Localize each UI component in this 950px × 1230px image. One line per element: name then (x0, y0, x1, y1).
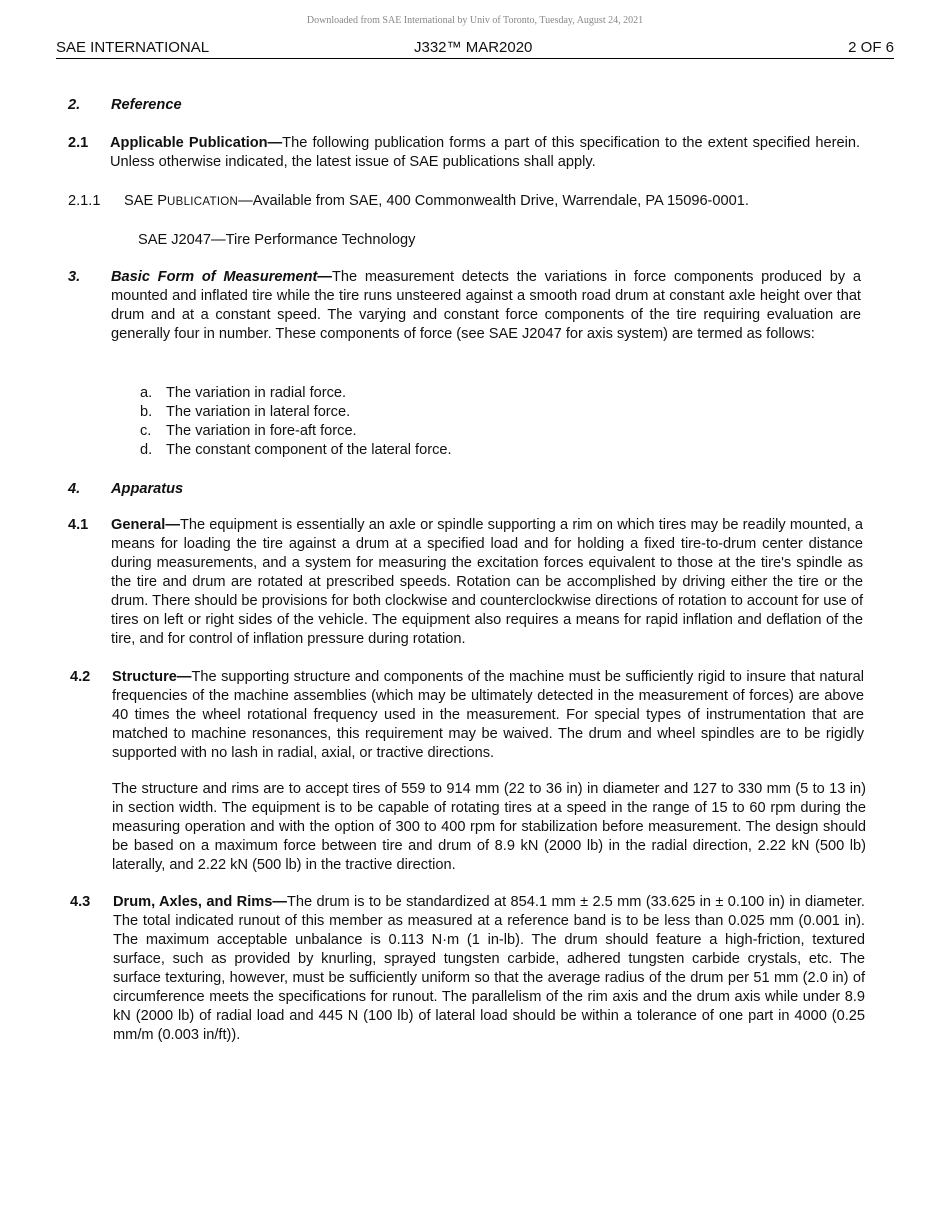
download-watermark: Downloaded from SAE International by Univ of Toronto, Tuesday, August 24, 2021 (306, 15, 644, 26)
section-4-1-text: The equipment is essentially an axle or spindle supporting a rim on which tires may be readily mounted, a means for loading the tire against a drum at a specified load and for holding a fixed tire-to-drum center distance during measurements, and a system for measuring the excitation forces equivalent to those at the tire's spindle as the tire and drum are rotated at prescribed speeds. Rotation can be accomplished by driving either the tire or the drum. There should be provisions for both clockwise and counterclockwise directions of rotation to account for use of tires on left or right sides of the vehicle. The equipment also requires a means for rapid inflation and deflation of the tire, and for control of inflation pressure during rotation. (111, 517, 863, 647)
section-2-title: Reference (111, 97, 182, 113)
list-item (140, 441, 452, 460)
list-marker: a. (140, 385, 153, 401)
section-4-3-text: The drum is to be standardized at 854.1 mm ± 2.5 mm (33.625 in ± 0.100 in) in diameter. The total indicated runout of this member as measured at a reference band is to be less than 0.025 mm (0.001 in). The maximum acceptable unbalance is 0.113 N·m (1 in-lb). The drum should feature a high-friction, textured surface, such as provided by knurling, sprayed tungsten carbide, adhered tungsten carbide crystals, etc. The surface texturing, however, must be sufficiently uniform so that the average radius of the drum per 51 mm (2.0 in) of circumference meets the specifications for runout. The parallelism of the rim axis and the drum axis while under 8.9 kN (2000 lb) of radial load and 445 N (100 lb) of lateral load should be within a tolerance of one part in 4000 (0.25 mm/m (0.003 in/ft)). (113, 894, 865, 1043)
list-text: The variation in fore-aft force. (166, 423, 357, 439)
section-4-2-paragraph (112, 668, 864, 763)
section-4-number: 4. (68, 481, 81, 497)
list-item (140, 422, 452, 441)
section-2-1-1-title (124, 193, 238, 209)
list-text: The variation in lateral force. (166, 404, 351, 420)
section-3-number: 3. (68, 269, 81, 285)
section-4-title: Apparatus (111, 481, 184, 497)
list-marker: b. (140, 404, 153, 420)
section-2-number: 2. (68, 97, 81, 113)
section-3-title: Basic Form of Measurement— (111, 269, 333, 285)
header-page-number: 2 OF 6 (848, 39, 894, 56)
section-2-1-1-number: 2.1.1 (68, 193, 101, 209)
section-2-1-1-title-smallcaps: UBLICATION (167, 196, 239, 208)
section-2-1-1-paragraph (124, 192, 864, 212)
header-doc-id: J332™ MAR2020 (414, 39, 533, 56)
section-4-1-title: General— (111, 517, 180, 533)
section-4-2-number: 4.2 (70, 669, 91, 685)
section-4-3-paragraph (113, 893, 865, 1045)
section-2-1-paragraph (110, 134, 860, 172)
list-text: The constant component of the lateral force. (166, 442, 452, 458)
list-text: The variation in radial force. (166, 385, 347, 401)
list-item (140, 384, 452, 403)
section-2-1-1-text: —Available from SAE, 400 Commonwealth Drive, Warrendale, PA 15096-0001. (238, 193, 749, 209)
section-2-1-1-title-initial: SAE P (124, 193, 167, 209)
list-marker: c. (140, 423, 152, 439)
section-4-2-title: Structure— (112, 669, 192, 685)
header-org: SAE INTERNATIONAL (56, 39, 210, 56)
section-4-3-number: 4.3 (70, 894, 91, 910)
section-3-paragraph (111, 268, 861, 344)
section-3-text: The measurement detects the variations in force components produced by a mounted and inflated tire while the tire runs unsteered against a smooth road drum at constant axle height over that drum and at a constant speed. The varying and constant force components of the tire requiring evaluation are generally four in number. These components of force (see SAE J2047 for axis system) are termed as follows: (111, 269, 861, 342)
section-2-1-title: Applicable Publication— (110, 135, 283, 151)
section-4-2-text: The supporting structure and components of the machine must be sufficiently rigid to insure that natural frequencies of the machine assemblies (which may be ultimately detected in the measurement of forces) are above 40 times the wheel rotational frequency used in the measurement. For special types of instrumentation that are matched to machine resonances, this requirement may be waived. The drum and wheel spindles are to be rigidly supported with no lash in radial, axial, or tractive directions. (112, 669, 864, 761)
page-header (56, 38, 894, 59)
section-2-1-number: 2.1 (68, 135, 89, 151)
list-marker: d. (140, 442, 153, 458)
section-4-3-title: Drum, Axles, and Rims— (113, 894, 287, 910)
reference-sae-j2047: SAE J2047—Tire Performance Technology (138, 232, 416, 248)
section-4-1-paragraph (111, 516, 863, 649)
section-2-1-text: The following publication forms a part of this specification to the extent specified herein. Unless otherwise indicated, the latest issue of SAE publications shall apply. (110, 135, 860, 170)
section-4-2-paragraph-2: The structure and rims are to accept tires of 559 to 914 mm (22 to 36 in) in diameter and 127 to 330 mm (5 to 13 in) in section width. The equipment is to be capable of rotating tires at a speed in the range of 15 to 60 rpm during the measuring operation and with the option of 300 to 400 rpm for stabilization before measurement. The design should be based on a maximum force between tire and drum of 8.9 kN (2000 lb) in the radial direction, 2.22 kN (500 lb) laterally, and 2.22 kN (500 lb) in the tractive direction. (112, 781, 866, 873)
section-4-1-number: 4.1 (68, 517, 89, 533)
force-components-list (140, 384, 452, 460)
list-item (140, 403, 452, 422)
